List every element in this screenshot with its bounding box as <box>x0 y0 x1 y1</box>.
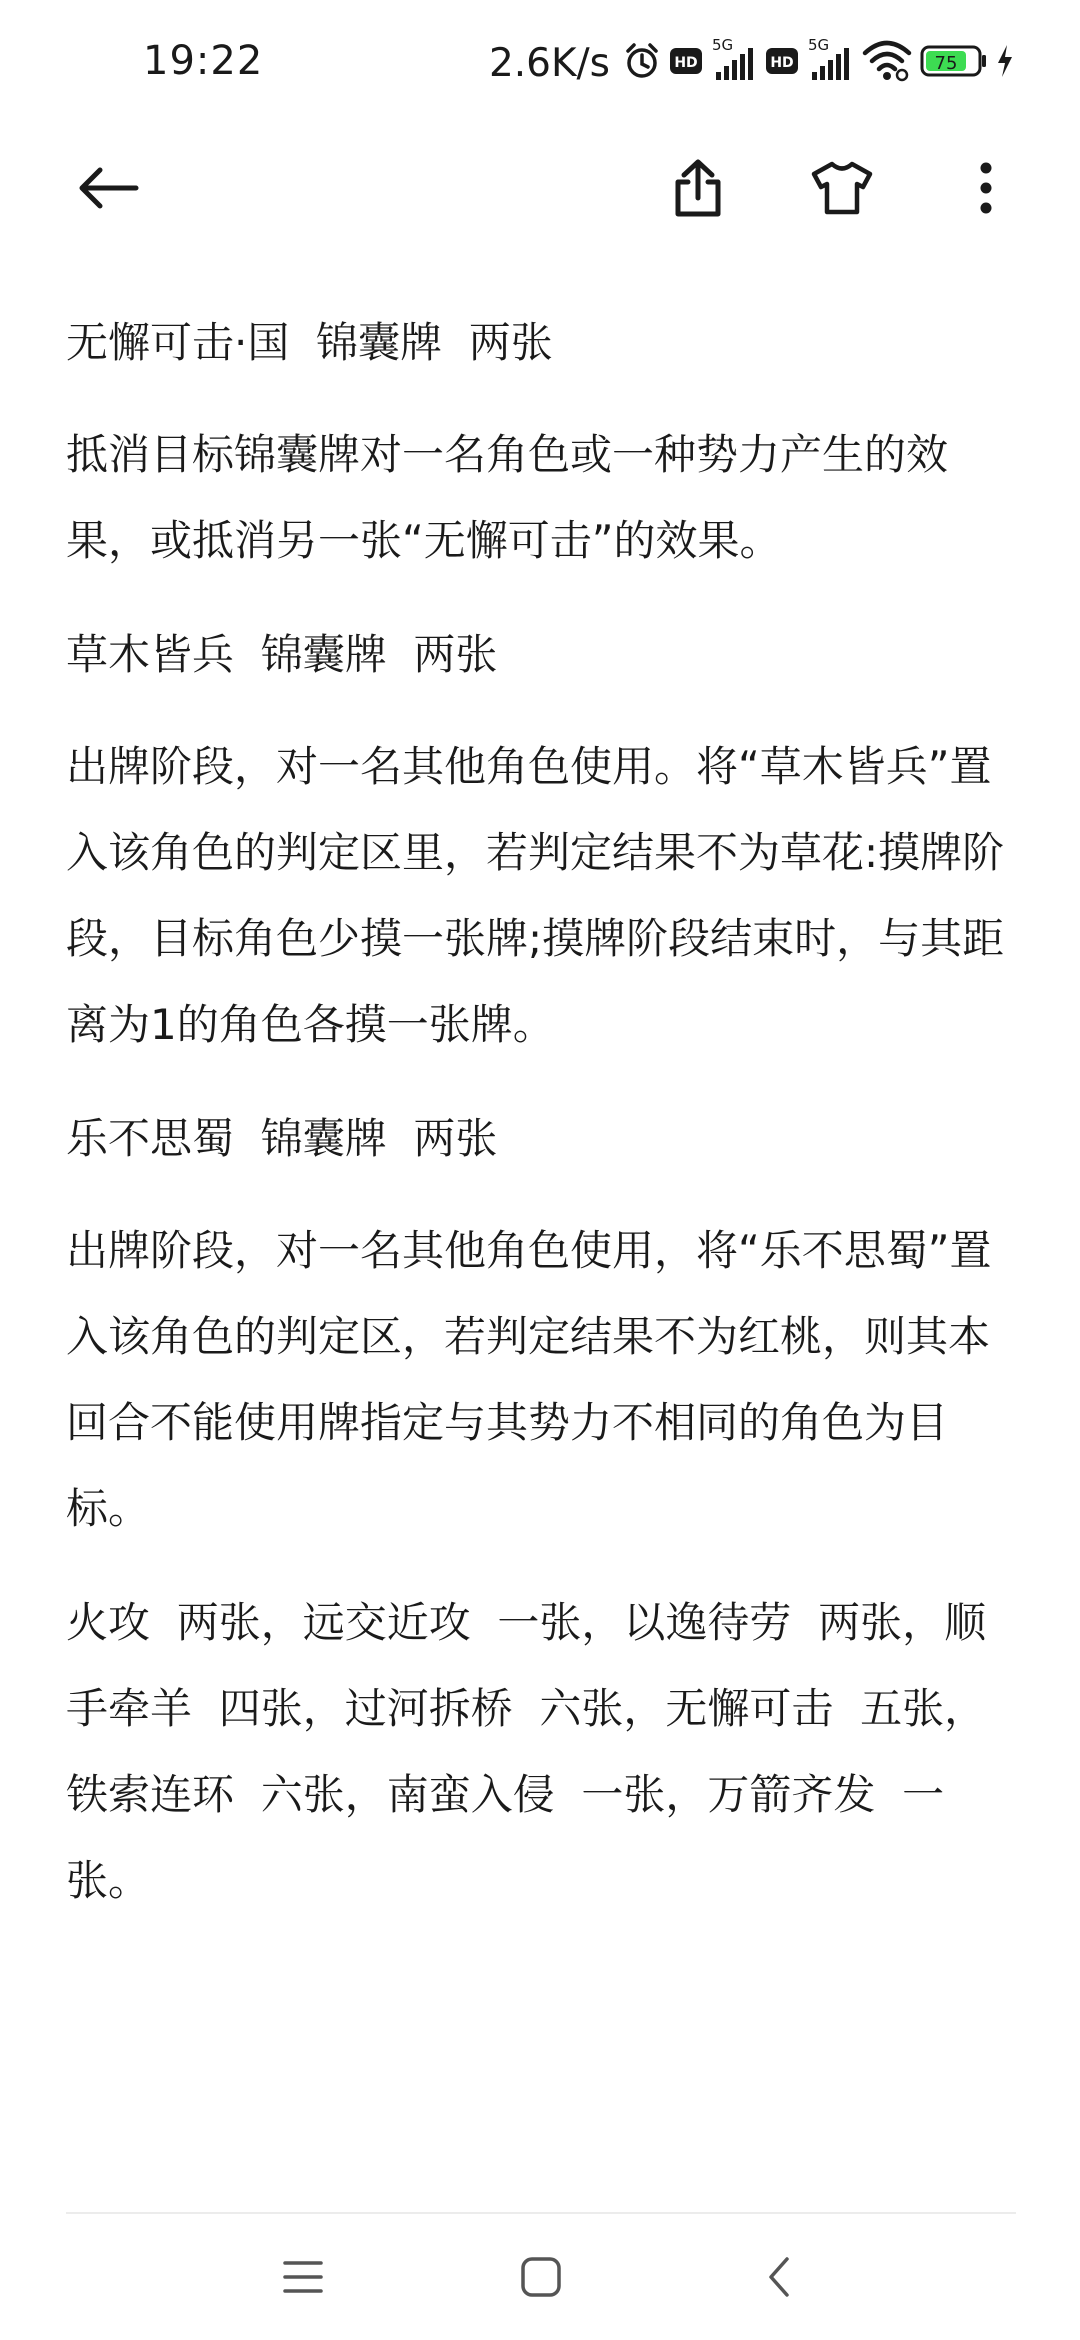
hd-badge-icon <box>766 46 798 80</box>
section-heading: 乐不思蜀 锦囊牌 两张 <box>66 1114 498 1163</box>
recent-apps-button[interactable] <box>258 2234 348 2324</box>
back-button[interactable] <box>58 140 158 240</box>
share-button[interactable] <box>648 140 748 240</box>
home-icon <box>520 2256 562 2302</box>
sim2-label: 5G <box>808 36 830 54</box>
status-time: 19:22 <box>143 38 264 84</box>
hd-label: HD <box>674 55 698 71</box>
charging-icon <box>996 44 1014 82</box>
tshirt-icon <box>811 161 873 219</box>
signal-5g-icon <box>806 36 854 90</box>
menu-icon <box>282 2259 324 2299</box>
more-vertical-icon <box>978 161 994 219</box>
share-icon <box>670 158 726 222</box>
battery-icon <box>920 44 988 82</box>
status-bar <box>0 0 1080 130</box>
network-speed: 2.6K/s <box>488 40 610 86</box>
home-button[interactable] <box>496 2234 586 2324</box>
signal-5g-icon <box>710 36 758 90</box>
alarm-icon <box>622 41 662 85</box>
paragraph: 出牌阶段，对一名其他角色使用。将“草木皆兵”置入该角色的判定区里，若判定结果不为草花:摸牌阶段，目标角色少摸一张牌;摸牌阶段结束时，与其距离为1的角色各摸一张牌。 <box>66 742 1005 1049</box>
section-heading: 无懈可击·国 锦囊牌 两张 <box>66 318 553 367</box>
status-icons <box>489 38 1014 88</box>
hd-badge-icon <box>670 46 702 80</box>
navigation-bar <box>0 2214 1080 2340</box>
paragraph: 火攻 两张，远交近攻 一张，以逸待劳 两张，顺手牵羊 四张，过河拆桥 六张，无懈可击 五张，铁索连环 六张，南蛮入侵 一张，万箭齐发 一张。 <box>66 1598 987 1905</box>
theme-button[interactable] <box>792 140 892 240</box>
hd-label: HD <box>770 55 794 71</box>
nav-back-button[interactable] <box>734 2234 824 2324</box>
paragraph: 出牌阶段，对一名其他角色使用，将“乐不思蜀”置入该角色的判定区，若判定结果不为红桃，则其本回合不能使用牌指定与其势力不相同的角色为目标。 <box>66 1226 992 1533</box>
nav-back-icon <box>766 2256 792 2302</box>
wifi-icon <box>862 39 912 87</box>
paragraph: 抵消目标锦囊牌对一名角色或一种势力产生的效果，或抵消另一张“无懈可击”的效果。 <box>66 430 949 565</box>
section-heading: 草木皆兵 锦囊牌 两张 <box>66 630 498 679</box>
article-content <box>66 300 1016 1952</box>
more-button[interactable] <box>936 140 1036 240</box>
sim1-label: 5G <box>712 36 734 54</box>
back-arrow-icon <box>76 164 140 216</box>
top-toolbar <box>0 130 1080 250</box>
battery-level: 75 <box>934 53 958 74</box>
